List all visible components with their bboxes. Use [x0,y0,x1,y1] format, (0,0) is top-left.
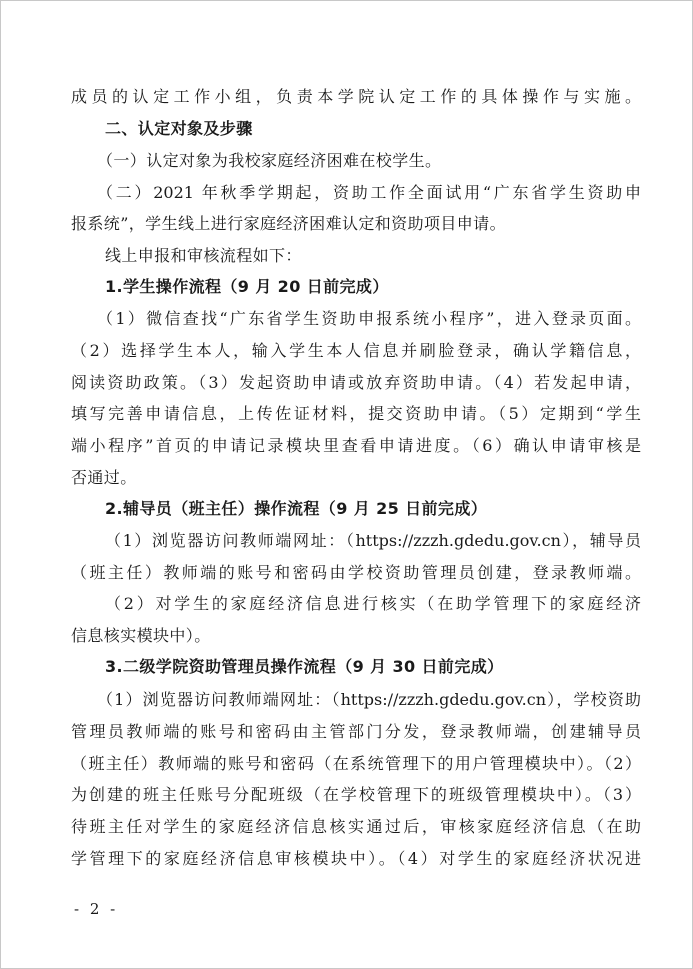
paragraph-line: 管理员教师端的账号和密码由主管部门分发，登录教师端，创建辅导员 [71,722,641,741]
subsection-heading: 3.二级学院资助管理员操作流程（9 月 30 日前完成） [105,657,504,676]
section-heading: 二、认定对象及步骤 [105,119,253,138]
paragraph-line: 信息核实模块中）。 [71,626,211,645]
paragraph-line: （班主任）教师端的账号和密码（在系统管理下的用户管理模块中）。（2） [71,754,641,773]
paragraph-line: （2）对学生的家庭经济信息进行核实（在助学管理下的家庭经济 [105,594,641,613]
paragraph-line: 否通过。 [71,468,137,487]
paragraph-line: （二）2021 年秋季学期起，资助工作全面试用“广东省学生资助申 [97,183,641,202]
paragraph-line: （班主任）教师端的账号和密码由学校资助管理员创建，登录教师端。 [71,563,641,582]
subsection-heading: 1.学生操作流程（9 月 20 日前完成） [105,277,389,296]
page-number: - 2 - [74,900,119,918]
paragraph-line: 填写完善申请信息，上传佐证材料，提交资助申请。（5）定期到“学生 [71,404,641,423]
paragraph-line: 待班主任对学生的家庭经济信息核实通过后，审核家庭经济信息（在助 [71,817,641,836]
paragraph-line: （1）浏览器访问教师端网址：（https://zzzh.gdedu.gov.cn），辅导员 [105,531,641,550]
paragraph-line: 阅读资助政策。（3）发起资助申请或放弃资助申请。（4）若发起申请， [71,373,641,392]
paragraph-line: （一）认定对象为我校家庭经济困难在校学生。 [97,151,442,170]
paragraph-line: 为创建的班主任账号分配班级（在学校管理下的班级管理模块中）。（3） [71,785,641,804]
subsection-heading: 2.辅导员（班主任）操作流程（9 月 25 日前完成） [105,499,488,518]
paragraph-line: 端小程序”首页的申请记录模块里查看申请进度。（6）确认申请审核是 [71,436,641,455]
paragraph-line: 报系统”，学生线上进行家庭经济困难认定和资助项目申请。 [71,214,506,233]
paragraph-line: （1）微信查找“广东省学生资助申报系统小程序”，进入登录页面。 [97,309,641,328]
paragraph-line: （1）浏览器访问教师端网址：（https://zzzh.gdedu.gov.cn），学校资助 [97,690,641,709]
paragraph-line: 学管理下的家庭经济信息审核模块中）。（4）对学生的家庭经济状况进 [71,849,641,868]
paragraph-line: 线上申报和审核流程如下： [105,246,302,265]
paragraph-line: （2）选择学生本人，输入学生本人信息并刷脸登录，确认学籍信息， [71,341,641,360]
paragraph-line: 成员的认定工作小组，负责本学院认定工作的具体操作与实施。 [71,87,641,106]
